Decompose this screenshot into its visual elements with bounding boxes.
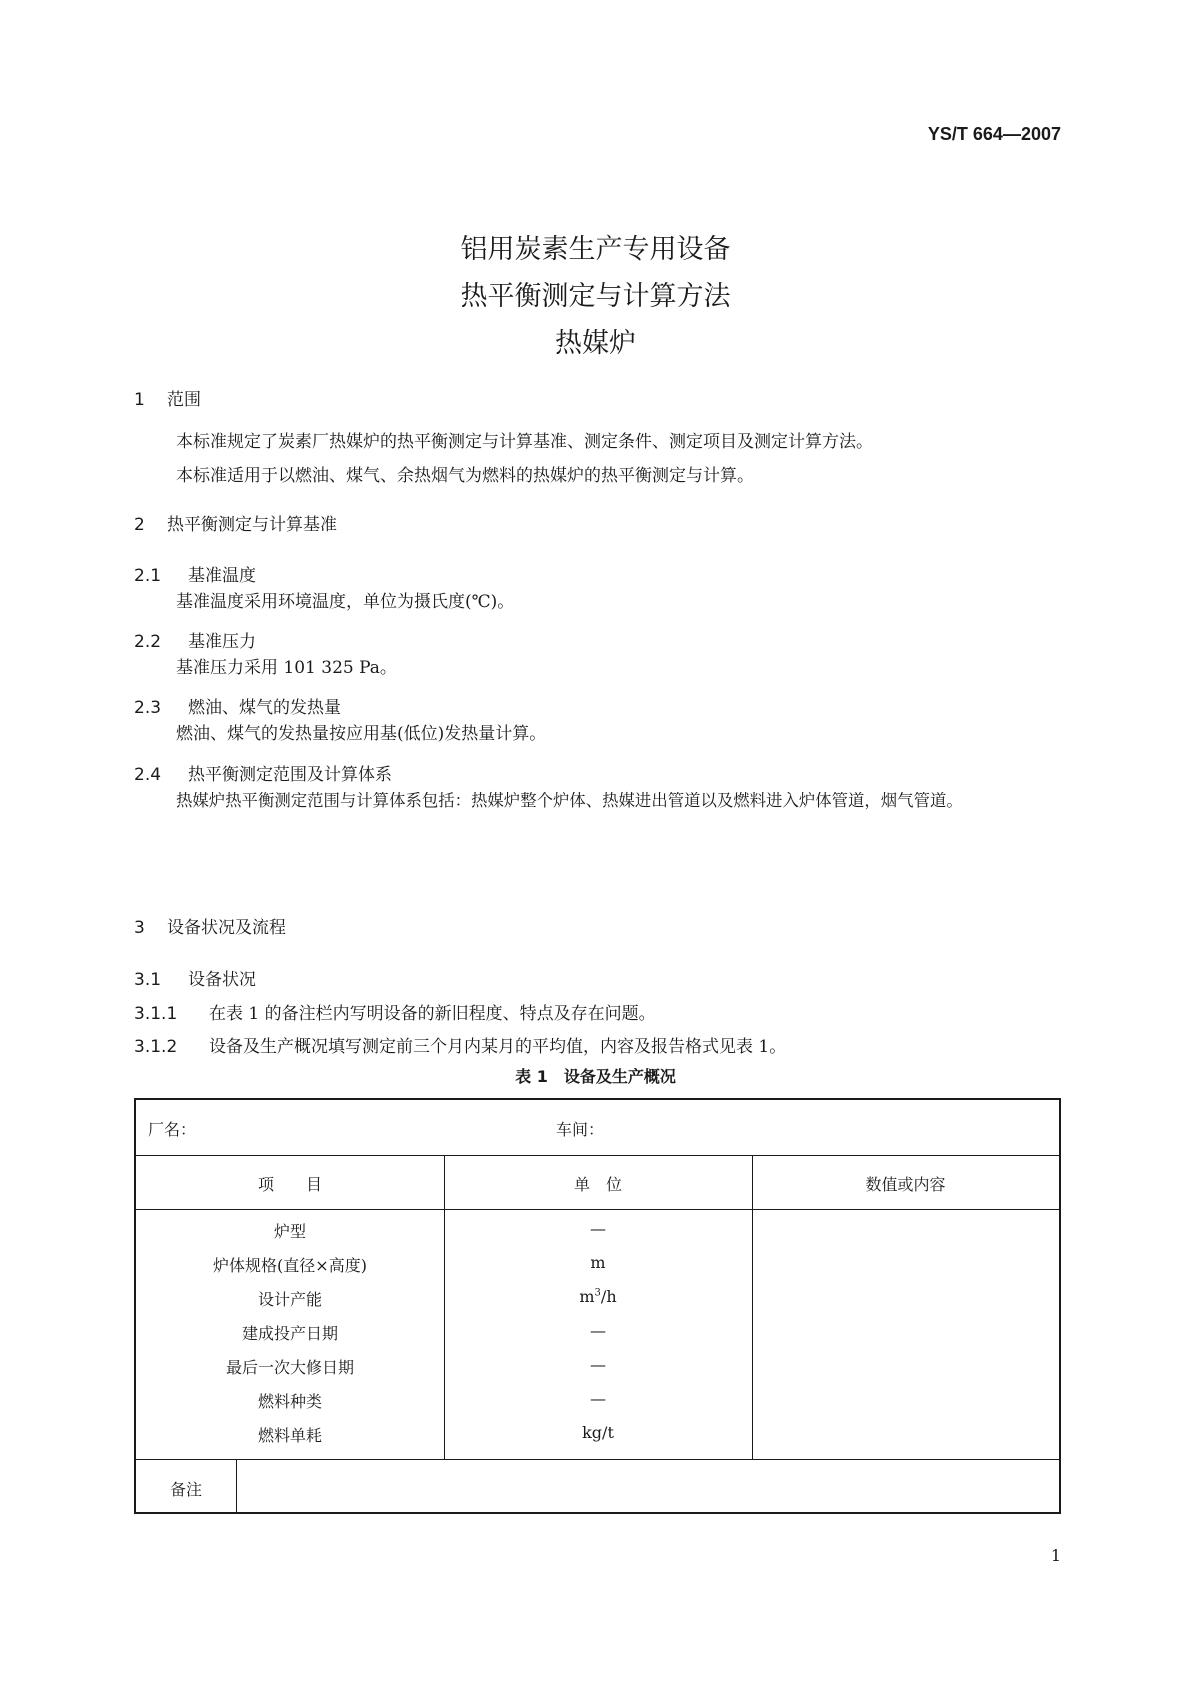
table-cell-unit: — — [590, 1219, 606, 1238]
item-3-1-2 — [134, 1032, 786, 1057]
table-divider — [236, 1460, 237, 1514]
unit-base: m — [579, 1287, 595, 1306]
item-3-1-1 — [134, 999, 656, 1024]
item-number: 3.1.2 — [134, 1037, 178, 1057]
factory-label: 厂名： — [148, 1120, 197, 1139]
note-label: 备注 — [169, 1480, 202, 1499]
table-cell-unit: — — [590, 1355, 606, 1374]
paragraph-scope-2: 本标准适用于以燃油、煤气、余热烟气为燃料的热媒炉的热平衡测定与计算。 — [176, 466, 754, 486]
unit-suffix: /h — [600, 1287, 617, 1306]
table-cell-unit: — — [590, 1321, 606, 1340]
item-text: 设备及生产概况填写测定前三个月内某月的平均值，内容及报告格式见表 1。 — [209, 1037, 787, 1057]
col-header-unit: 单 位 — [573, 1175, 622, 1194]
section-2-heading — [134, 510, 337, 535]
section-3-1-heading — [134, 965, 256, 990]
table-cell-item: 燃料单耗 — [257, 1426, 322, 1445]
table-divider — [444, 1155, 445, 1459]
paragraph-2-1: 基准温度采用环境温度，单位为摄氏度(℃)。 — [176, 592, 515, 612]
section-title: 范围 — [167, 390, 201, 410]
section-number: 2.1 — [134, 566, 162, 586]
table-cell-unit: — — [590, 1389, 606, 1408]
paragraph-2-4: 热媒炉热平衡测定范围与计算体系包括：热媒炉整个炉体、热媒进出管道以及燃料进入炉体管道，烟气管道。 — [176, 791, 963, 810]
section-2-4-heading — [134, 760, 392, 785]
section-1-heading — [134, 385, 201, 410]
section-3-heading — [134, 913, 286, 938]
paragraph-scope-1: 本标准规定了炭素厂热媒炉的热平衡测定与计算基准、测定条件、测定项目及测定计算方法。 — [176, 432, 873, 452]
paragraph-2-3: 燃油、煤气的发热量按应用基(低位)发热量计算。 — [176, 724, 547, 744]
section-title: 设备状况 — [188, 970, 256, 990]
section-number: 2.3 — [134, 698, 162, 718]
table-cell-item: 炉体规格(直径×高度) — [213, 1256, 367, 1275]
section-number: 3.1 — [134, 970, 162, 990]
section-title: 设备状况及流程 — [167, 918, 286, 938]
section-title: 热平衡测定与计算基准 — [167, 515, 337, 535]
table-divider — [752, 1155, 753, 1459]
item-number: 3.1.1 — [134, 1004, 178, 1024]
page-number: 1 — [1050, 1546, 1061, 1565]
section-number: 2.4 — [134, 765, 162, 785]
section-number: 3 — [134, 918, 145, 938]
table-cell-unit — [444, 1287, 752, 1306]
title-line-2: 热平衡测定与计算方法 — [460, 281, 731, 312]
table-cell-item: 炉型 — [273, 1222, 306, 1241]
table-cell-item: 最后一次大修日期 — [225, 1358, 354, 1377]
item-text: 在表 1 的备注栏内写明设备的新旧程度、特点及存在问题。 — [209, 1004, 656, 1024]
title-line-1: 铝用炭素生产专用设备 — [460, 234, 731, 265]
section-2-3-heading — [134, 693, 341, 718]
col-header-value: 数值或内容 — [865, 1175, 946, 1194]
section-2-2-heading — [134, 627, 256, 652]
section-2-1-heading — [134, 561, 256, 586]
table-note-row — [136, 1459, 1059, 1515]
table-cell-item: 燃料种类 — [257, 1392, 322, 1411]
section-number: 2 — [134, 515, 145, 535]
workshop-label: 车间： — [556, 1120, 605, 1139]
table-cell-unit: m — [590, 1253, 606, 1272]
standard-number: YS/T 664—2007 — [927, 124, 1061, 144]
table-header-info-row — [136, 1100, 1059, 1156]
section-number: 1 — [134, 390, 145, 410]
unit-superscript: 3 — [594, 1287, 601, 1299]
table-column-header-row — [136, 1155, 1059, 1210]
document-title — [0, 226, 1191, 367]
section-title: 燃油、煤气的发热量 — [188, 698, 341, 718]
section-title: 基准温度 — [188, 566, 256, 586]
table-cell-unit: kg/t — [582, 1423, 614, 1442]
section-title: 热平衡测定范围及计算体系 — [188, 765, 392, 785]
table-cell-item: 设计产能 — [257, 1290, 322, 1309]
table-cell-item: 建成投产日期 — [241, 1324, 338, 1343]
col-header-item: 项 目 — [257, 1175, 322, 1194]
section-number: 2.2 — [134, 632, 162, 652]
equipment-table — [134, 1098, 1061, 1514]
title-line-3: 热媒炉 — [555, 328, 636, 359]
paragraph-2-2: 基准压力采用 101 325 Pa。 — [176, 658, 397, 678]
table-caption: 表 1 设备及生产概况 — [515, 1067, 676, 1086]
section-title: 基准压力 — [188, 632, 256, 652]
